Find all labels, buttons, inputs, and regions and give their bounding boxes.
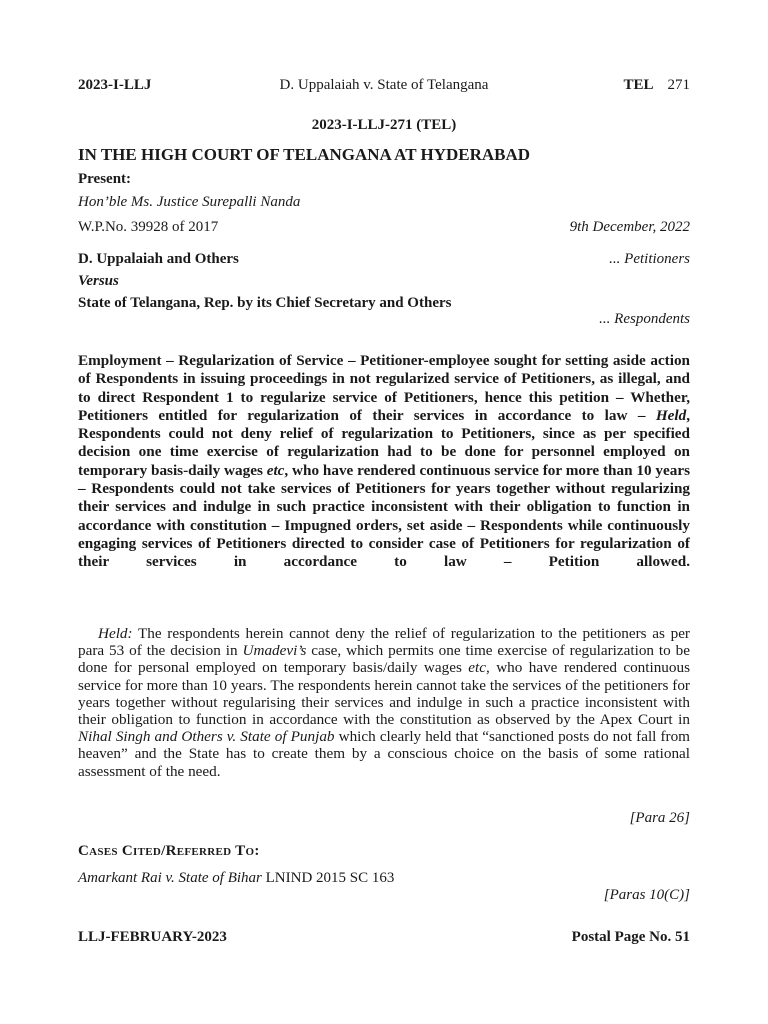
cited-case-citation: LNIND 2015 SC 163	[261, 870, 395, 886]
footer-postal-page: Postal Page No. 51	[571, 929, 690, 945]
court-code: TEL	[623, 77, 654, 93]
headnote-text-1: Employment – Regularization of Service – Petitioner-employee sought for setting aside action of Respondents in issuing proceedings in not regularized service of Petitioners, as illegal, and to direct Respondent 1 to regularize service of Petitioners, hence this petition – Whether, Petitioners entitled for regularization of their services in accordance to law –	[78, 352, 690, 424]
held-text-2: case, which permits one time exercise of regularization to be done for personal employed on temporary basis/daily wages	[78, 642, 691, 677]
cited-case	[78, 870, 394, 887]
headnote-text-2: , Respondents could not deny relief of regularization to Petitioners, since as per specified decision one time exercise of regularization had to be done for personnel employed on temporary basis-daily wages	[78, 406, 690, 479]
petitioners-role: ... Petitioners	[609, 251, 690, 267]
held-text-4: which clearly held that “sanctioned posts do not fall from heaven” and the State has to create them by a conscious choice on the basis of some rational assessment of the need.	[78, 728, 690, 780]
held-case-2: Nihal Singh and Others v. State of Punjab	[78, 728, 335, 746]
judgment-date: 9th December, 2022	[569, 219, 690, 235]
held-paragraph	[78, 625, 690, 780]
cases-heading: Cases Cited/Referred To:	[78, 843, 260, 859]
case-short-title: D. Uppalaiah v. State of Telangana	[279, 77, 489, 93]
judge-name: Hon’ble Ms. Justice Surepalli Nanda	[78, 194, 301, 210]
held-case-1: Umadevi’s	[242, 642, 307, 660]
headnote-text-3: , who have rendered continuous service for more than 10 years – Respondents could not take services of Petitioners for years together without regularizing their services and indulge in such practice inconsistent with their obligation to function in accordance with constitution – Impugned orders, set aside – Respondents while continuously engaging services of Petitioners directed to consider case of Petitioners for regularization of their services in accordance to law – Petition allowed.	[78, 461, 690, 571]
citation: 2023-I-LLJ-271 (TEL)	[311, 117, 457, 133]
document-page	[78, 0, 690, 1024]
respondents-role: ... Respondents	[599, 311, 690, 327]
present-label: Present:	[78, 171, 132, 187]
footer-issue: LLJ-FEBRUARY-2023	[78, 929, 227, 945]
headnote-etc: etc	[266, 461, 285, 479]
petition-number: W.P.No. 39928 of 2017	[78, 219, 219, 235]
headnote	[78, 352, 690, 572]
cited-case-paras: [Paras 10(C)]	[603, 887, 690, 903]
respondents: State of Telangana, Rep. by its Chief Secretary and Others	[78, 295, 452, 311]
headnote-held: Held	[655, 406, 687, 424]
versus-label: Versus	[78, 273, 119, 289]
cited-case-name: Amarkant Rai v. State of Bihar	[78, 870, 262, 886]
held-text-3: , who have rendered continuous service for more than 10 years. The respondents herein cannot take the services of the petitioners for years together without regularising their services and indulge in such a practice inconsistent with their obligation to function in accordance with the constitution as observed by the Apex Court in	[78, 659, 690, 729]
held-etc: etc	[468, 659, 486, 677]
page-number: 271	[667, 77, 690, 93]
running-header	[78, 77, 690, 97]
journal-label: 2023-I-LLJ	[78, 77, 152, 93]
para-reference: [Para 26]	[629, 810, 690, 826]
petitioners: D. Uppalaiah and Others	[78, 251, 239, 267]
page-info	[623, 77, 690, 94]
held-text-1: The respondents herein cannot deny the relief of regularization to the petitioners as per para 53 of the decision in	[78, 625, 690, 660]
held-label: Held:	[98, 625, 133, 642]
court-title: IN THE HIGH COURT OF TELANGANA AT HYDERABAD	[78, 145, 531, 164]
